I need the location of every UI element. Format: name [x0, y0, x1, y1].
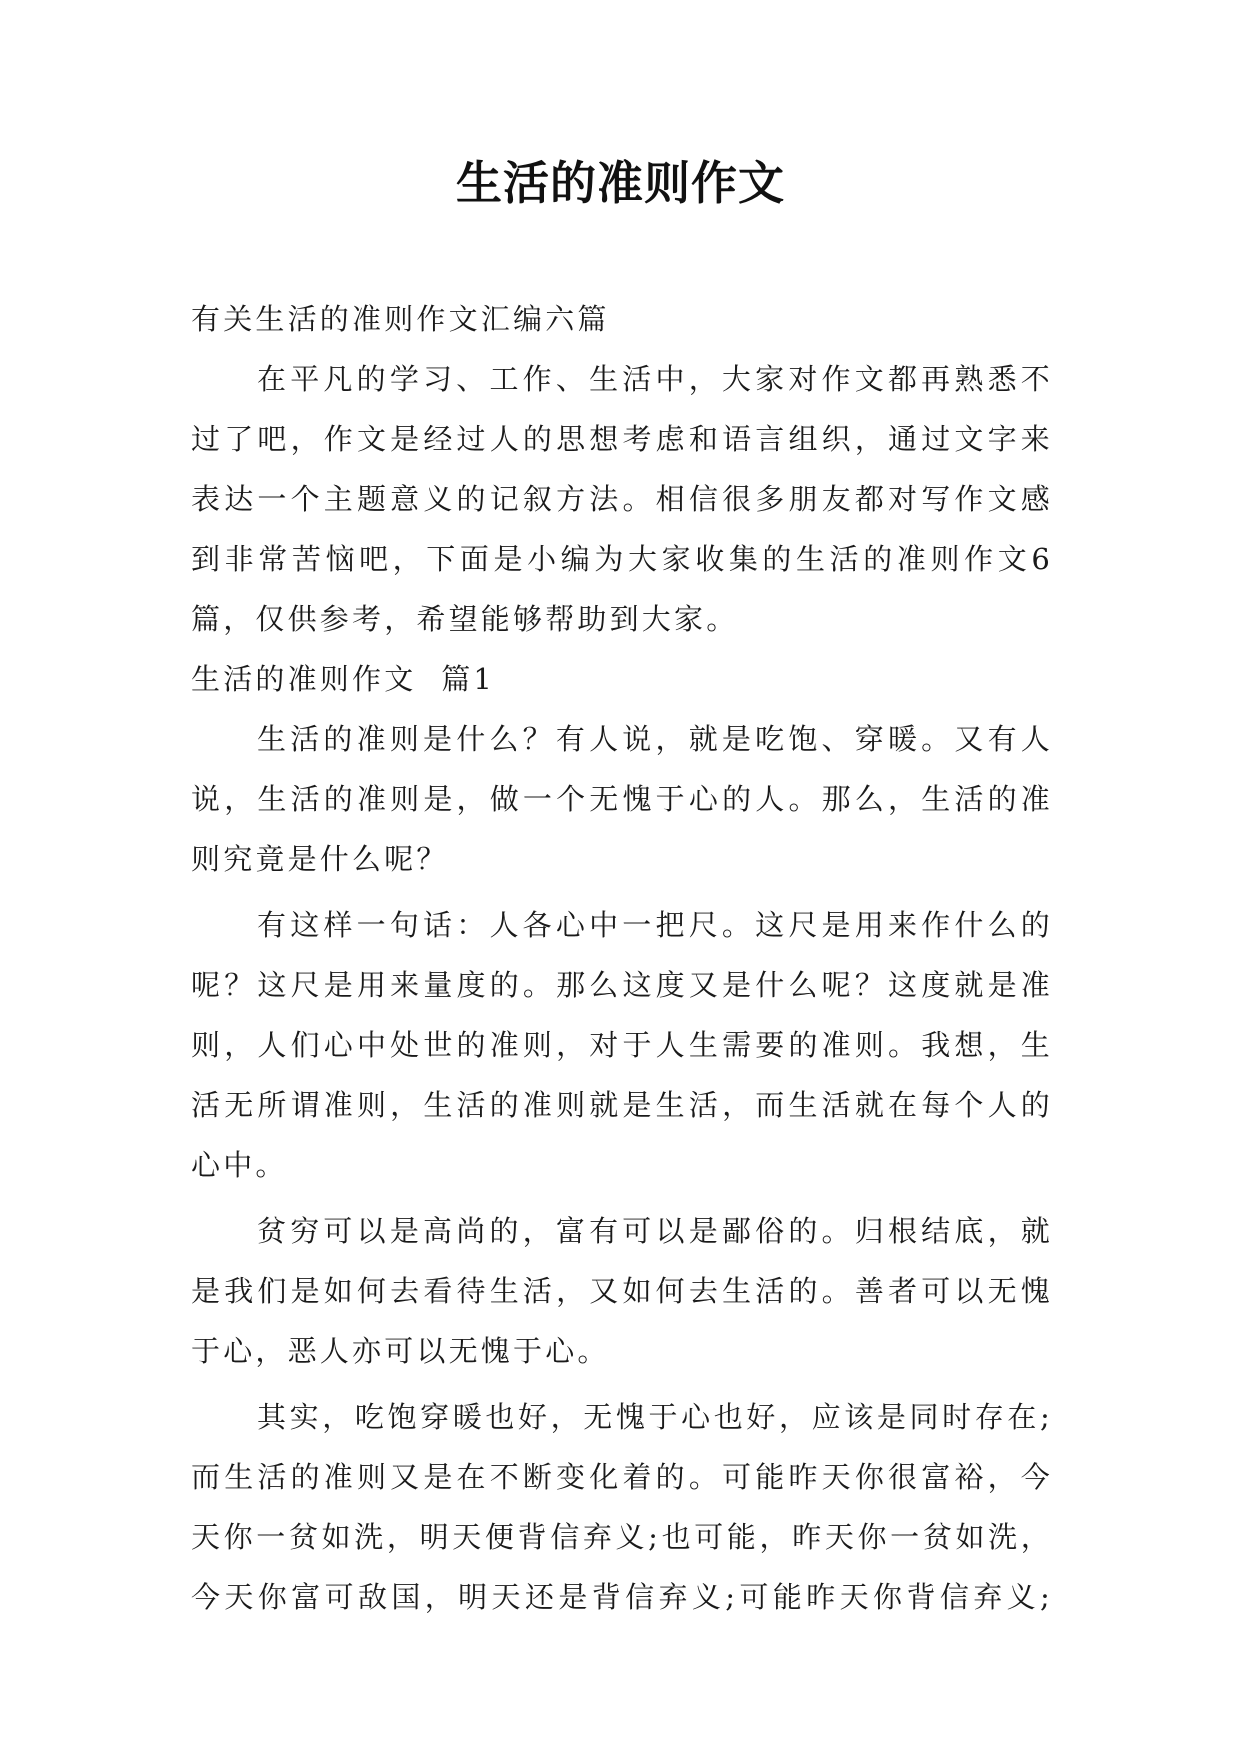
text-line: 于心，恶人亦可以无愧于心。 — [191, 1334, 610, 1368]
paragraph — [191, 709, 1053, 889]
text-line: 呢？这尺是用来量度的。那么这度又是什么呢？这度就是准 — [191, 968, 1053, 1002]
document-body — [191, 289, 1053, 1627]
text-line: 到非常苦恼吧，下面是小编为大家收集的生活的准则作文6 — [191, 542, 1053, 576]
text-line: 是我们是如何去看待生活，又如何去生活的。善者可以无愧 — [191, 1274, 1053, 1308]
text-line: 则究竟是什么呢？ — [191, 842, 449, 876]
text-line: 今天你富可敌国，明天还是背信弃义;可能昨天你背信弃义; — [191, 1580, 1053, 1614]
intro-paragraph — [191, 349, 1053, 649]
text-line: 生活的准则是什么？有人说，就是吃饱、穿暖。又有人 — [257, 722, 1053, 756]
text-line: 贫穷可以是高尚的，富有可以是鄙俗的。归根结底，就 — [257, 1214, 1053, 1248]
text-line: 说，生活的准则是，做一个无愧于心的人。那么，生活的准 — [191, 782, 1053, 816]
text-line: 有这样一句话：人各心中一把尺。这尺是用来作什么的 — [257, 908, 1053, 942]
text-line: 活无所谓准则，生活的准则就是生活，而生活就在每个人的 — [191, 1088, 1053, 1122]
text-line: 心中。 — [191, 1148, 288, 1182]
text-line: 过了吧，作文是经过人的思想考虑和语言组织，通过文字来 — [191, 422, 1053, 456]
text-line: 而生活的准则又是在不断变化着的。可能昨天你很富裕，今 — [191, 1460, 1053, 1494]
text-line: 在平凡的学习、工作、生活中，大家对作文都再熟悉不 — [257, 362, 1053, 396]
section-heading: 生活的准则作文 篇1 — [191, 662, 496, 696]
text-line: 则，人们心中处世的准则，对于人生需要的准则。我想，生 — [191, 1028, 1053, 1062]
paragraph — [191, 1387, 1053, 1627]
text-line: 表达一个主题意义的记叙方法。相信很多朋友都对写作文感 — [191, 482, 1053, 516]
text-line: 其实，吃饱穿暖也好，无愧于心也好，应该是同时存在; — [257, 1400, 1053, 1434]
paragraph — [191, 1201, 1053, 1381]
text-line: 篇，仅供参考，希望能够帮助到大家。 — [191, 602, 739, 636]
paragraph — [191, 895, 1053, 1195]
document-title: 生活的准则作文 — [456, 156, 785, 210]
text-line: 天你一贫如洗，明天便背信弃义;也可能，昨天你一贫如洗， — [191, 1520, 1053, 1554]
subtitle: 有关生活的准则作文汇编六篇 — [191, 302, 610, 336]
